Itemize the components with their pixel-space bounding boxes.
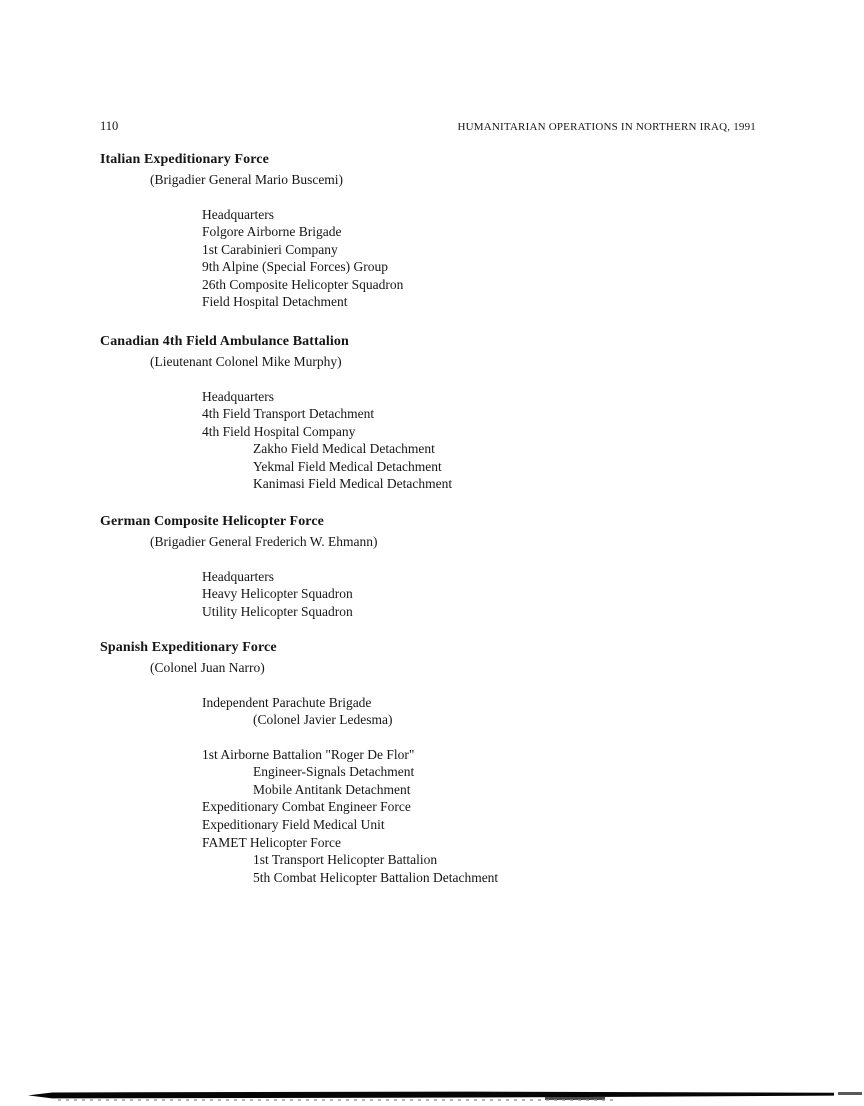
commander-line: (Brigadier General Mario Buscemi) xyxy=(150,172,344,187)
unit-line: Yekmal Field Medical Detachment xyxy=(253,458,442,474)
unit-line: 5th Combat Helicopter Battalion Detachment xyxy=(253,869,499,885)
unit-block xyxy=(100,694,800,729)
scan-artifact-dash xyxy=(838,1092,862,1095)
force-section xyxy=(100,513,800,620)
force-section xyxy=(100,639,800,886)
commander-line: (Colonel Juan Narro) xyxy=(150,660,265,675)
unit-block xyxy=(100,388,800,494)
section-title: German Composite Helicopter Force xyxy=(100,514,324,529)
section-title: Canadian 4th Field Ambulance Battalion xyxy=(100,334,349,349)
unit-line: Utility Helicopter Squadron xyxy=(202,603,353,619)
unit-block xyxy=(100,206,800,312)
unit-line: Engineer-Signals Detachment xyxy=(253,764,415,780)
unit-line: 26th Composite Helicopter Squadron xyxy=(202,276,404,292)
scan-artifact-bar xyxy=(28,1091,834,1099)
page-header xyxy=(100,119,756,134)
commander-line: (Lieutenant Colonel Mike Murphy) xyxy=(150,354,342,369)
unit-line: Mobile Antitank Detachment xyxy=(253,781,411,797)
unit-line: Kanimasi Field Medical Detachment xyxy=(253,476,453,492)
unit-line: 4th Field Transport Detachment xyxy=(202,406,375,422)
force-section xyxy=(100,151,800,311)
unit-line: Field Hospital Detachment xyxy=(202,294,348,310)
unit-line: 9th Alpine (Special Forces) Group xyxy=(202,259,388,275)
unit-line: Expeditionary Combat Engineer Force xyxy=(202,799,411,815)
unit-line: Expeditionary Field Medical Unit xyxy=(202,817,385,833)
unit-line: 1st Transport Helicopter Battalion xyxy=(253,852,438,868)
section-title: Spanish Expeditionary Force xyxy=(100,640,277,655)
unit-line: Independent Parachute Brigade xyxy=(202,694,372,710)
unit-block xyxy=(100,746,800,887)
unit-line: 4th Field Hospital Company xyxy=(202,423,356,439)
unit-block xyxy=(100,568,800,621)
scan-artifact-speckle xyxy=(58,1099,618,1101)
unit-line: Headquarters xyxy=(202,206,274,222)
unit-line: 1st Airborne Battalion "Roger De Flor" xyxy=(202,746,415,762)
unit-line: Folgore Airborne Brigade xyxy=(202,224,342,240)
running-title: HUMANITARIAN OPERATIONS IN NORTHERN IRAQ, 1991 xyxy=(457,121,756,133)
unit-line: Headquarters xyxy=(202,568,274,584)
unit-line: Zakho Field Medical Detachment xyxy=(253,441,435,457)
unit-line: FAMET Helicopter Force xyxy=(202,834,341,850)
commander-line: (Brigadier General Frederich W. Ehmann) xyxy=(150,534,378,549)
unit-line: Heavy Helicopter Squadron xyxy=(202,586,353,602)
page-number: 110 xyxy=(100,119,119,133)
unit-line: (Colonel Javier Ledesma) xyxy=(253,712,393,728)
force-section xyxy=(100,333,800,493)
unit-line: Headquarters xyxy=(202,388,274,404)
section-title: Italian Expeditionary Force xyxy=(100,152,269,167)
unit-line: 1st Carabinieri Company xyxy=(202,241,338,257)
